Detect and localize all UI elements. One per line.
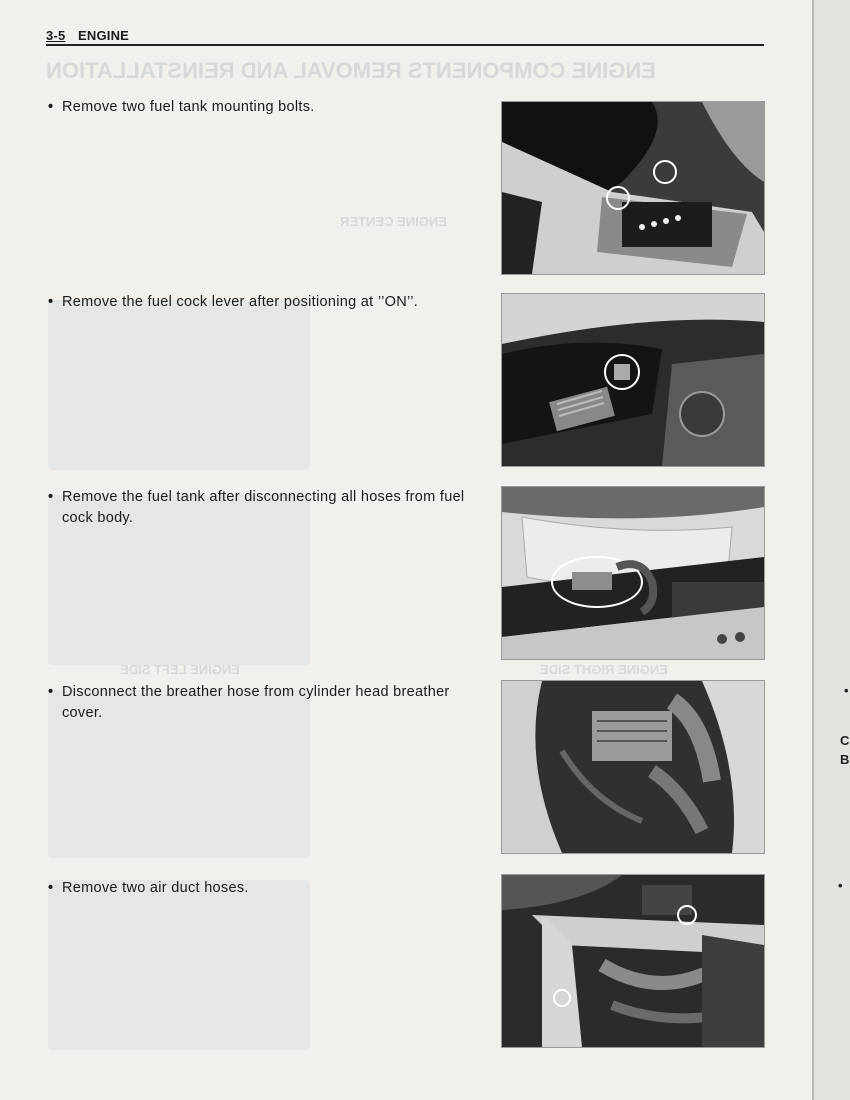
page-fragment-text: C — [840, 733, 850, 748]
section-number: 3-5 — [46, 28, 66, 43]
breather-hose-photo — [502, 681, 764, 853]
ghost-subheading: ENGINE LEFT SIDE — [120, 662, 240, 677]
step-text: Remove two air duct hoses. — [62, 880, 249, 896]
page-header — [46, 28, 764, 46]
bullet-icon: • — [48, 684, 54, 700]
engine-photo-illustration — [502, 294, 764, 466]
adjacent-page-edge — [812, 0, 850, 1100]
engine-photo-illustration — [502, 875, 764, 1047]
engine-photo-illustration — [502, 487, 764, 659]
ghost-heading: ENGINE COMPONENTS REMOVAL AND REINSTALLATION — [46, 58, 656, 83]
ghost-subheading: ENGINE CENTER — [340, 214, 447, 229]
ghost-photo-box — [48, 300, 310, 470]
bullet-icon: • — [48, 880, 54, 896]
step-item — [48, 97, 487, 118]
bullet-icon: • — [838, 878, 843, 893]
ghost-photo-box — [48, 880, 310, 1050]
step-text: Remove the fuel tank after disconnecting all hoses from fuel cock body. — [62, 489, 465, 526]
step-item — [48, 878, 487, 899]
step-item — [48, 682, 487, 724]
fuel-tank-mounting-bolts-photo — [502, 102, 764, 274]
bullet-icon: • — [48, 99, 54, 115]
fuel-cock-lever-photo — [502, 294, 764, 466]
bullet-icon: • — [48, 489, 54, 505]
page-fragment-text: B — [840, 752, 850, 767]
step-item — [48, 292, 487, 313]
step-text: Disconnect the breather hose from cylinder head breather cover. — [62, 684, 450, 721]
step-text: Remove two fuel tank mounting bolts. — [62, 99, 315, 115]
section-title: ENGINE — [78, 28, 130, 43]
bullet-icon: • — [844, 683, 849, 698]
air-duct-hoses-photo — [502, 875, 764, 1047]
step-text: Remove the fuel cock lever after positioning at ’’ON’’. — [62, 294, 419, 310]
ghost-subheading: ENGINE RIGHT SIDE — [540, 662, 668, 677]
step-item — [48, 487, 487, 529]
engine-photo-illustration — [502, 681, 764, 853]
engine-photo-illustration — [502, 102, 764, 274]
bullet-icon: • — [48, 294, 54, 310]
fuel-tank-hoses-photo — [502, 487, 764, 659]
